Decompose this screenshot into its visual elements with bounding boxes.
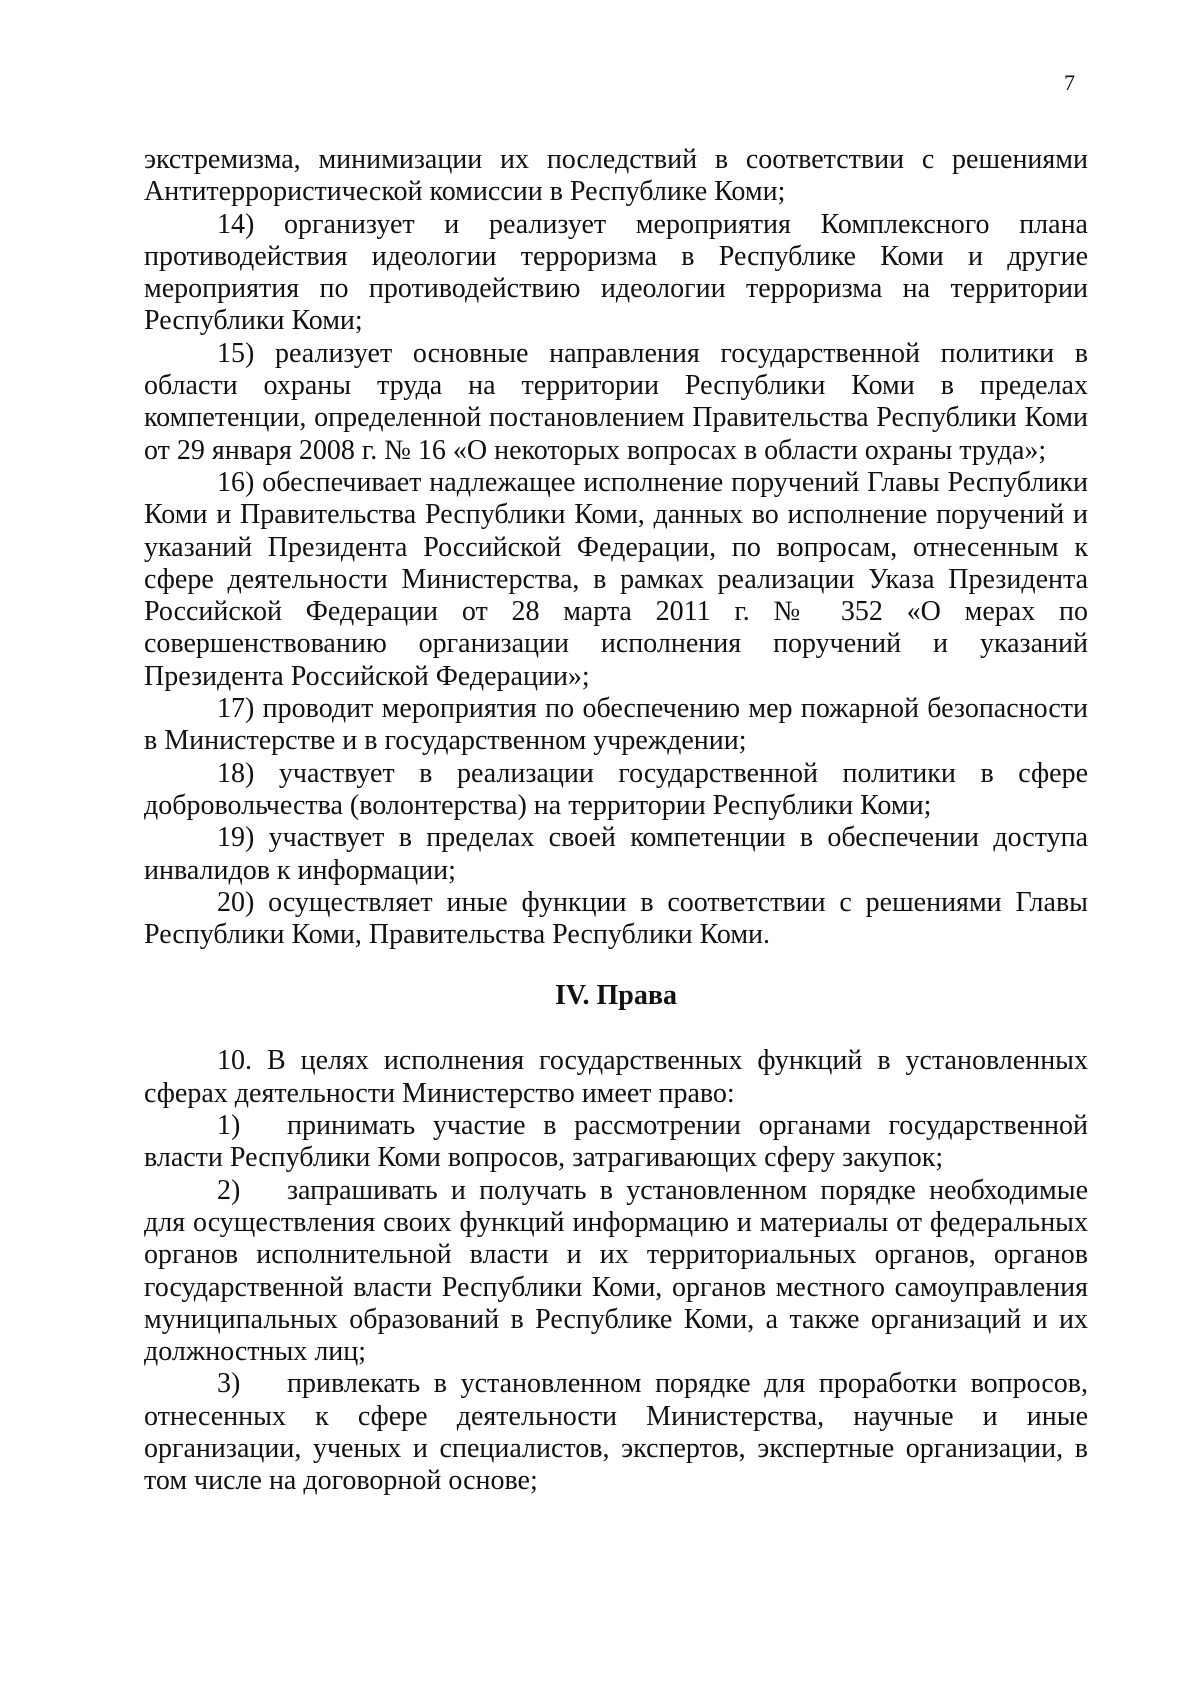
section-heading-block: [144, 951, 1088, 1045]
right-item-3: [144, 1368, 1088, 1497]
right-item-2-number: 2): [217, 1174, 241, 1206]
right-item-3-number: 3): [217, 1368, 241, 1400]
right-item-1-text: принимать участие в рассмотрении органами государственной власти Республики Коми вопросов, затрагивающих сферу закупок;: [144, 1110, 1088, 1174]
paragraph-item-14: 14) организует и реализует мероприятия Комплексного плана противодействия идеологии терроризма в Республике Коми и другие мероприятия по противодействию идеологии терроризма на территории Республики Коми;: [144, 208, 1088, 337]
page-number: 7: [1064, 70, 1075, 95]
paragraph-item-19: 19) участвует в пределах своей компетенции в обеспечении доступа инвалидов к информации;: [144, 822, 1088, 886]
paragraph-item-20: 20) осуществляет иные функции в соответствии с решениями Главы Республики Коми, Правительства Республики Коми.: [144, 886, 1088, 951]
right-item-3-text: привлекать в установленном порядке для проработки вопросов, отнесенных к сфере деятельности Министерства, научные и иные организации, ученых и специалистов, экспертов, экспертные организации, в том числе на договорной основе;: [144, 1368, 1088, 1497]
right-item-2: [144, 1175, 1088, 1369]
paragraph-item-18: 18) участвует в реализации государственной политики в сфере добровольчества (волонтерства) на территории Республики Коми;: [144, 757, 1088, 821]
paragraph-item-15: 15) реализует основные направления государственной политики в области охраны труда на территории Республики Коми в пределах компетенции, определенной постановлением Правительства Республики Коми от 29 января 2008 г. № 16 «О некоторых вопросах в области охраны труда»;: [144, 337, 1088, 466]
right-item-1-number: 1): [217, 1110, 241, 1142]
section-heading: IV. Права: [555, 980, 677, 1012]
paragraph-10: 10. В целях исполнения государственных функций в установленных сферах деятельности Министерство имеет право:: [144, 1045, 1088, 1109]
right-item-2-text: запрашивать и получать в установленном порядке необходимые для осуществления своих функций информацию и материалы от федеральных органов исполнительной власти и их территориальных органов, органов государственной власти Республики Коми, органов местного самоуправления муниципальных образований в Республике Коми, а также организаций и их должностных лиц;: [144, 1174, 1088, 1368]
document-body: [144, 144, 1088, 1498]
paragraph-item-17: 17) проводит мероприятия по обеспечению мер пожарной безопасности в Министерстве и в государственном учреждении;: [144, 693, 1088, 757]
paragraph-continuation: экстремизма, минимизации их последствий в соответствии с решениями Антитеррористической комиссии в Республике Коми;: [144, 144, 1088, 208]
right-item-1: [144, 1110, 1088, 1175]
paragraph-item-16: 16) обеспечивает надлежащее исполнение поручений Главы Республики Коми и Правительства Республики Коми, данных во исполнение поручений и указаний Президента Российской Федерации, по вопросам, отнесенным к сфере деятельности Министерства, в рамках реализации Указа Президента Российской Федерации от 28 марта 2011 г. № 352 «О мерах по совершенствованию организации исполнения поручений и указаний Президента Российской Федерации»;: [144, 466, 1088, 692]
